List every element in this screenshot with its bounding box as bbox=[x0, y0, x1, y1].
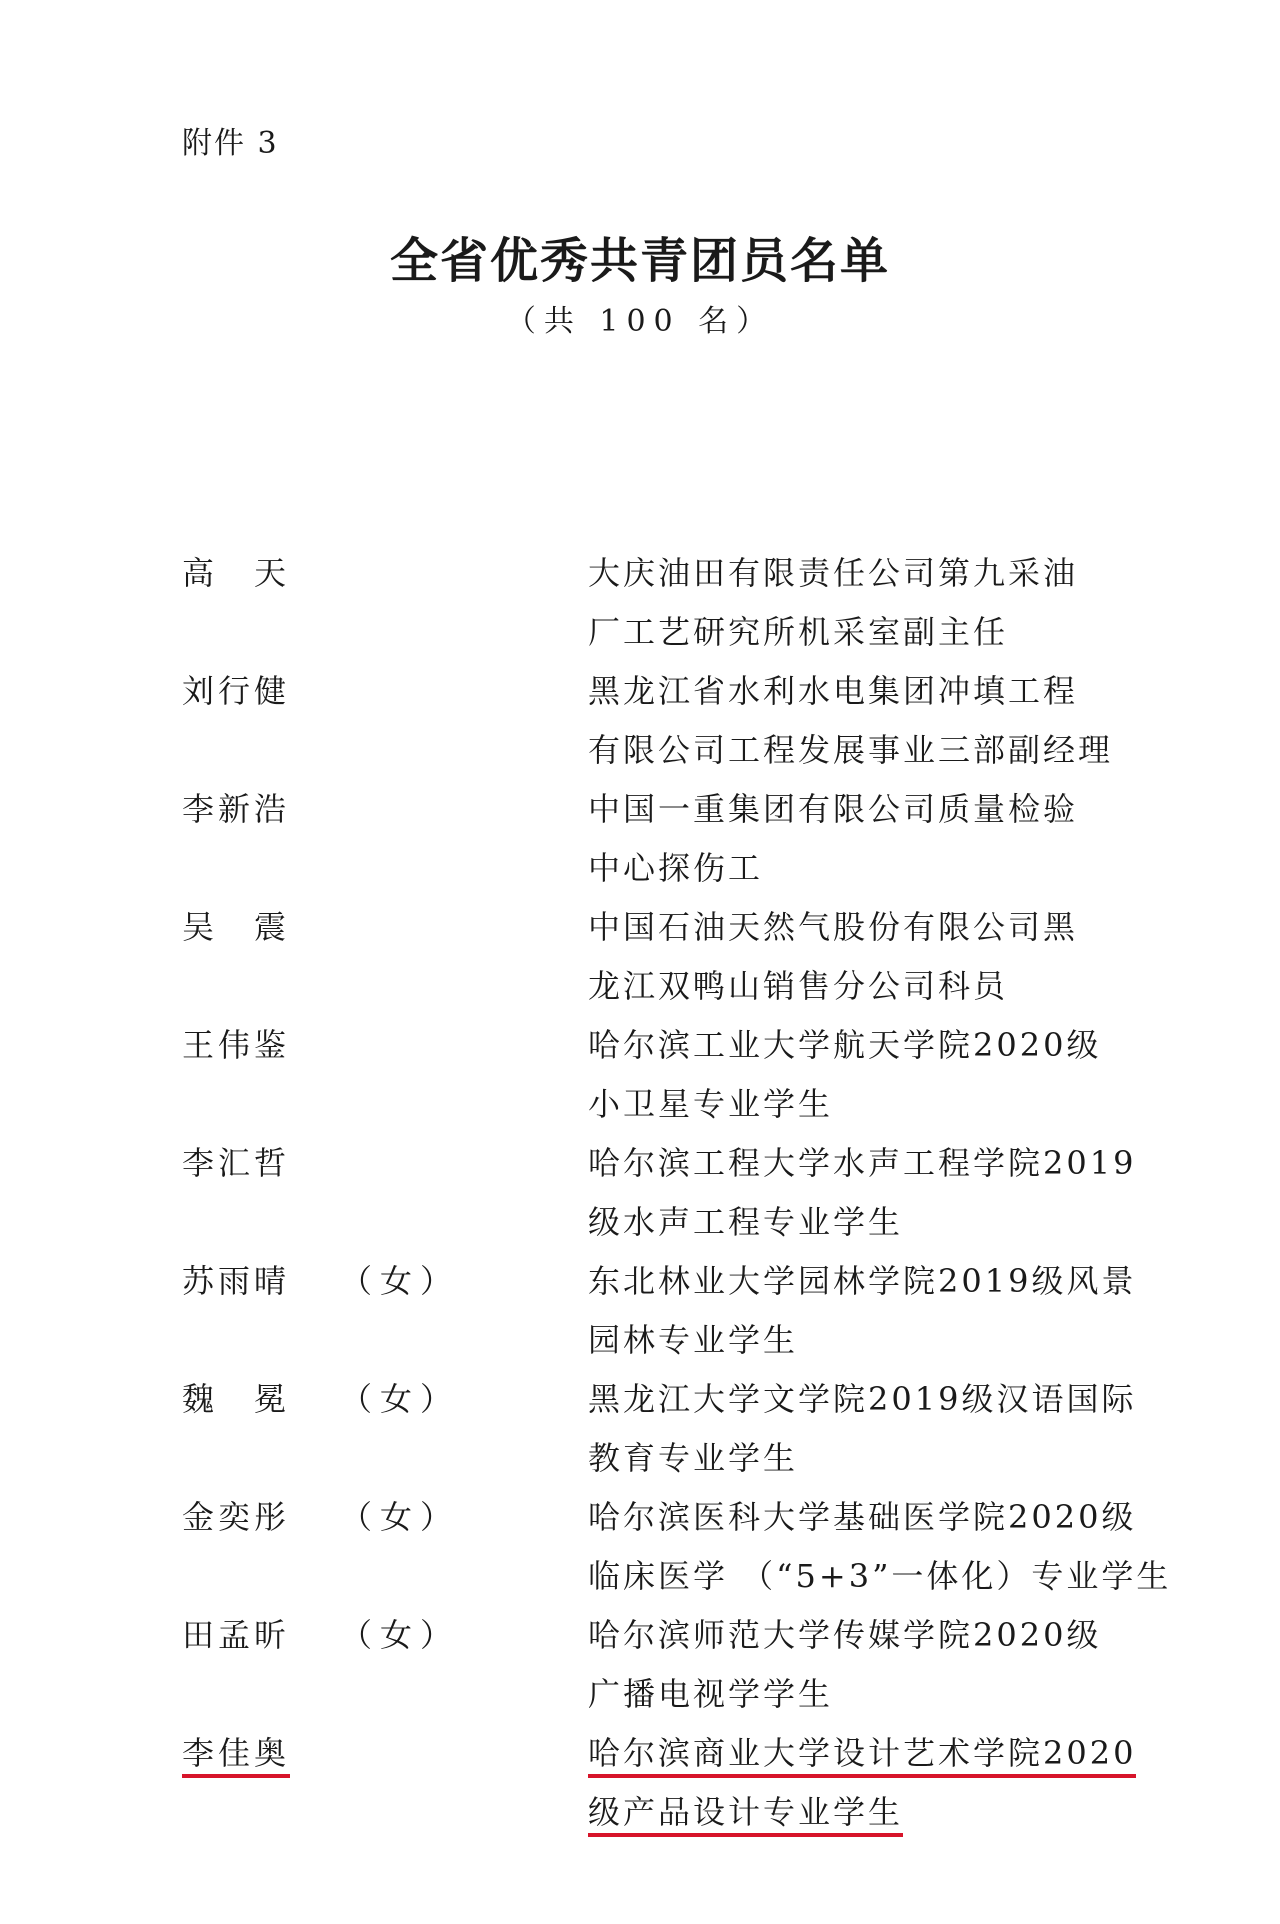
organization-line: 有限公司工程发展事业三部副经理 bbox=[588, 731, 1114, 769]
member-name: 王伟鉴 bbox=[182, 1026, 291, 1064]
roster-list bbox=[0, 544, 1280, 1842]
member-organization-highlighted bbox=[588, 1724, 1137, 1842]
member-organization bbox=[588, 1370, 1137, 1488]
document-title: 全省优秀共青团员名单 bbox=[389, 233, 890, 289]
member-name: 李汇哲 bbox=[182, 1144, 291, 1182]
member-note: （女） bbox=[340, 1616, 461, 1654]
organization-line bbox=[588, 1783, 1108, 1842]
organization-line: 园林专业学生 bbox=[588, 1321, 799, 1359]
member-name: 田孟昕 bbox=[182, 1616, 291, 1654]
organization-line: 小卫星专业学生 bbox=[588, 1085, 834, 1123]
organization-line: 哈尔滨医科大学基础医学院2020级 bbox=[588, 1498, 1137, 1536]
organization-line: 广播电视学学生 bbox=[588, 1675, 834, 1713]
roster-entry bbox=[0, 1488, 1280, 1606]
roster-entry bbox=[0, 898, 1280, 1016]
organization-line: 哈尔滨工业大学航天学院2020级 bbox=[588, 1026, 1102, 1064]
member-organization bbox=[588, 544, 1108, 662]
member-organization bbox=[588, 1252, 1137, 1370]
highlighted-organization-text: 哈尔滨商业大学设计艺术学院2020 bbox=[588, 1734, 1136, 1778]
roster-entry bbox=[0, 662, 1280, 780]
roster-entry bbox=[0, 1252, 1280, 1370]
member-name: 苏雨晴 bbox=[182, 1262, 291, 1300]
organization-line bbox=[588, 1724, 1137, 1783]
roster-entry-highlighted bbox=[0, 1724, 1280, 1842]
highlighted-name-text: 李佳奥 bbox=[182, 1734, 290, 1778]
organization-line: 龙江双鸭山销售分公司科员 bbox=[588, 967, 1009, 1005]
member-name: 魏 冕 bbox=[182, 1380, 291, 1418]
organization-line: 中心探伤工 bbox=[588, 849, 764, 887]
member-organization bbox=[588, 1016, 1108, 1134]
member-name-highlighted bbox=[182, 1724, 290, 1783]
member-name: 金奕彤 bbox=[182, 1498, 291, 1536]
member-organization bbox=[588, 1488, 1172, 1606]
member-name: 刘行健 bbox=[182, 672, 291, 710]
organization-line: 哈尔滨工程大学水声工程学院2019 bbox=[588, 1144, 1137, 1182]
roster-entry bbox=[0, 1016, 1280, 1134]
organization-line: 黑龙江大学文学院2019级汉语国际 bbox=[588, 1380, 1137, 1418]
organization-line: 教育专业学生 bbox=[588, 1439, 799, 1477]
member-organization bbox=[588, 898, 1108, 1016]
organization-line: 大庆油田有限责任公司第九采油 bbox=[588, 554, 1079, 592]
organization-line: 级水声工程专业学生 bbox=[588, 1203, 904, 1241]
member-organization bbox=[588, 1606, 1108, 1724]
member-organization bbox=[588, 662, 1114, 780]
organization-line: 厂工艺研究所机采室副主任 bbox=[588, 613, 1009, 651]
member-name: 高 天 bbox=[182, 554, 291, 592]
roster-entry bbox=[0, 1370, 1280, 1488]
organization-line: 中国石油天然气股份有限公司黑 bbox=[588, 908, 1079, 946]
member-organization bbox=[588, 780, 1108, 898]
member-name: 李新浩 bbox=[182, 790, 291, 828]
organization-line: 哈尔滨师范大学传媒学院2020级 bbox=[588, 1616, 1102, 1654]
organization-line: 东北林业大学园林学院2019级风景 bbox=[588, 1262, 1137, 1300]
roster-entry bbox=[0, 1134, 1280, 1252]
member-note: （女） bbox=[340, 1380, 461, 1418]
highlighted-organization-text: 级产品设计专业学生 bbox=[588, 1793, 903, 1837]
roster-entry bbox=[0, 780, 1280, 898]
organization-line: 临床医学 （“5+3”一体化）专业学生 bbox=[588, 1557, 1172, 1595]
member-organization bbox=[588, 1134, 1137, 1252]
roster-entry bbox=[0, 544, 1280, 662]
document-subtitle: （共 100 名） bbox=[505, 304, 775, 339]
attachment-label: 附件 3 bbox=[182, 126, 279, 161]
roster-entry bbox=[0, 1606, 1280, 1724]
organization-line: 黑龙江省水利水电集团冲填工程 bbox=[588, 672, 1079, 710]
member-name: 吴 震 bbox=[182, 908, 291, 946]
member-note: （女） bbox=[340, 1262, 461, 1300]
organization-line: 中国一重集团有限公司质量检验 bbox=[588, 790, 1079, 828]
member-note: （女） bbox=[340, 1498, 461, 1536]
